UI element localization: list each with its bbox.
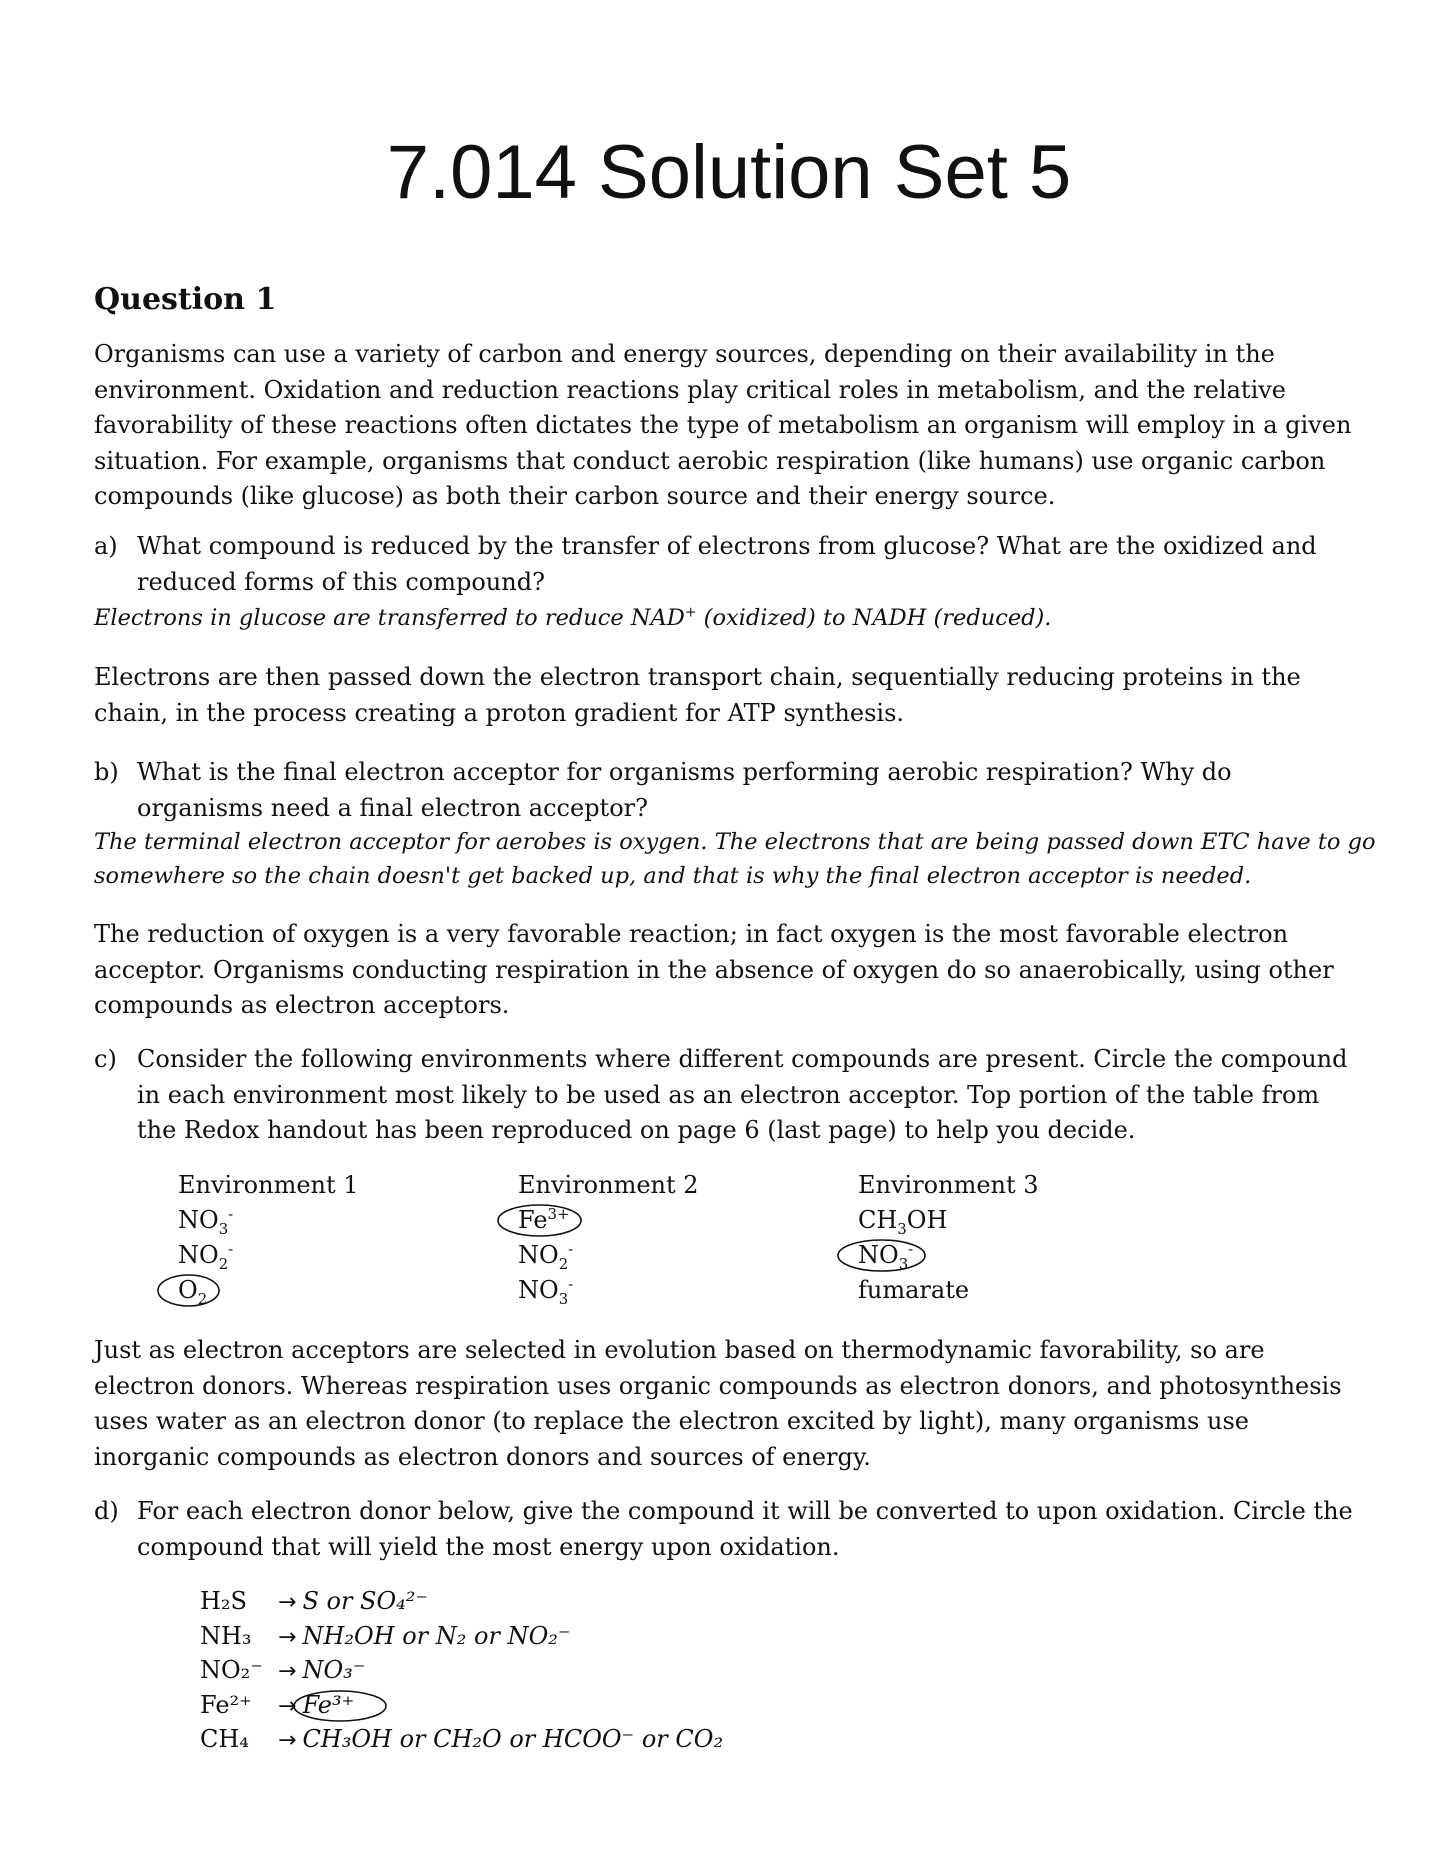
answer-a	[94, 601, 1384, 635]
answer-a-text: Electrons in glucose are transferred to reduce NAD	[94, 605, 685, 631]
compound-formula: $NO_2^-$	[178, 1240, 234, 1273]
answer-a-text-end: (oxidized) to NADH (reduced).	[696, 605, 1052, 631]
donor-compound: NO₂⁻	[200, 1656, 263, 1684]
environment-column	[858, 1168, 1039, 1308]
selection-circle	[156, 1271, 221, 1310]
donor-compound: H₂S	[200, 1587, 247, 1615]
environment-compound	[178, 1203, 359, 1238]
arrow-icon: →	[278, 1659, 297, 1684]
environment-column	[518, 1168, 699, 1308]
arrow-icon: →	[278, 1624, 297, 1650]
environment-compound	[518, 1203, 699, 1238]
environment-compound	[858, 1273, 1039, 1308]
arrow-icon: →	[278, 1728, 297, 1753]
donor-compound: NH₃	[200, 1621, 252, 1650]
paragraph-4: Just as electron acceptors are selected in evolution based on thermodynamic favorability, so are electron donors. Whereas respiration uses organic compounds as electron donors, and photosynthesis uses water as an electron donor (to replace the electron excited by light), many organisms use inorganic compounds as electron donors and sources of energy.	[94, 1336, 1342, 1471]
page-title: 7.014 Solution Set 5	[386, 130, 1072, 215]
compound-formula: $NO_2^-$	[518, 1240, 574, 1273]
environment-compound	[858, 1238, 1039, 1273]
donor-row	[200, 1654, 723, 1689]
selection-circle	[496, 1201, 583, 1240]
arrow-icon: →	[278, 1693, 297, 1719]
compound-formula: $NO_3^-$	[858, 1238, 913, 1273]
compound-formula: $NO_3^-$	[518, 1275, 574, 1308]
question-d-text: For each electron donor below, give the compound it will be converted to upon oxidation. Circle the compound that will yield the most energy upon oxidation.	[137, 1497, 1353, 1561]
question-b	[94, 755, 1364, 826]
oxidation-product: NH₂OH or N₂ or NO₂⁻	[302, 1621, 571, 1650]
question-c-text: Consider the following environments where different compounds are present. Circle the compound in each environment most likely to be used as an electron acceptor. Top portion of the table from the Redox handout has been reproduced on page 6 (last page) to help you decide.	[137, 1045, 1348, 1144]
question-b-label: b)	[94, 758, 119, 786]
environment-compound	[178, 1273, 359, 1308]
environment-column	[178, 1168, 359, 1308]
selection-circle	[836, 1236, 927, 1275]
donor-row	[200, 1689, 723, 1724]
oxidation-product: S or SO₄²⁻	[302, 1587, 429, 1615]
electron-donor-list	[200, 1585, 723, 1758]
compound-formula: fumarate	[858, 1276, 970, 1304]
selection-circle	[292, 1687, 388, 1725]
question-d	[94, 1494, 1364, 1565]
intro-paragraph: Organisms can use a variety of carbon and energy sources, depending on their availability in the environment. Oxidation and reduction reactions play critical roles in metabolism, and the relative favorability of these reactions often dictates the type of metabolism an organism will employ in a given situation. For example, organisms that conduct aerobic respiration (like humans) use organic carbon compounds (like glucose) as both their carbon source and their energy source.	[94, 340, 1352, 510]
question-d-label: d)	[94, 1497, 119, 1525]
donor-compound: Fe²⁺	[200, 1690, 252, 1719]
compound-formula: $CH_3OH$	[858, 1206, 948, 1238]
arrow-icon: →	[278, 1590, 297, 1615]
oxidation-product: NO₃⁻	[302, 1656, 366, 1684]
answer-a-sup: +	[684, 604, 697, 621]
answer-b: The terminal electron acceptor for aerobes is oxygen. The electrons that are being passed down ETC have to go somewhere so the chain doesn't get backed up, and that is why the final electron acceptor is needed.	[94, 829, 1376, 889]
environment-heading: Environment 3	[858, 1171, 1039, 1199]
paragraph-2: Electrons are then passed down the electron transport chain, sequentially reducing proteins in the chain, in the process creating a proton gradient for ATP synthesis.	[94, 663, 1301, 727]
environment-compound	[178, 1238, 359, 1273]
paragraph-3: The reduction of oxygen is a very favorable reaction; in fact oxygen is the most favorable electron acceptor. Organisms conducting respiration in the absence of oxygen do so anaerobically, using other compounds as electron acceptors.	[94, 920, 1334, 1019]
donor-compound: CH₄	[200, 1725, 249, 1753]
question-c-label: c)	[94, 1045, 117, 1073]
question-heading: Question 1	[94, 282, 277, 317]
donor-row	[200, 1723, 723, 1758]
environment-compound	[518, 1238, 699, 1273]
question-c	[94, 1042, 1364, 1149]
donor-row	[200, 1585, 723, 1620]
oxidation-product: CH₃OH or CH₂O or HCOO⁻ or CO₂	[302, 1725, 724, 1753]
compound-formula: $Fe^{3+}$	[518, 1203, 569, 1238]
question-a-text: What compound is reduced by the transfer of electrons from glucose? What are the oxidized and reduced forms of this compound?	[137, 532, 1317, 596]
question-a	[94, 529, 1364, 600]
environment-heading: Environment 2	[518, 1171, 699, 1199]
environment-compound	[518, 1273, 699, 1308]
oxidation-product: Fe³⁺	[302, 1689, 354, 1723]
environment-compound	[858, 1203, 1039, 1238]
donor-row	[200, 1620, 723, 1655]
question-b-text: What is the final electron acceptor for organisms performing aerobic respiration? Why do organisms need a final electron acceptor?	[137, 758, 1232, 822]
environment-heading: Environment 1	[178, 1171, 359, 1199]
compound-formula: $NO_3^-$	[178, 1205, 234, 1238]
question-a-label: a)	[94, 532, 118, 560]
compound-formula: $O_2$	[178, 1273, 207, 1308]
